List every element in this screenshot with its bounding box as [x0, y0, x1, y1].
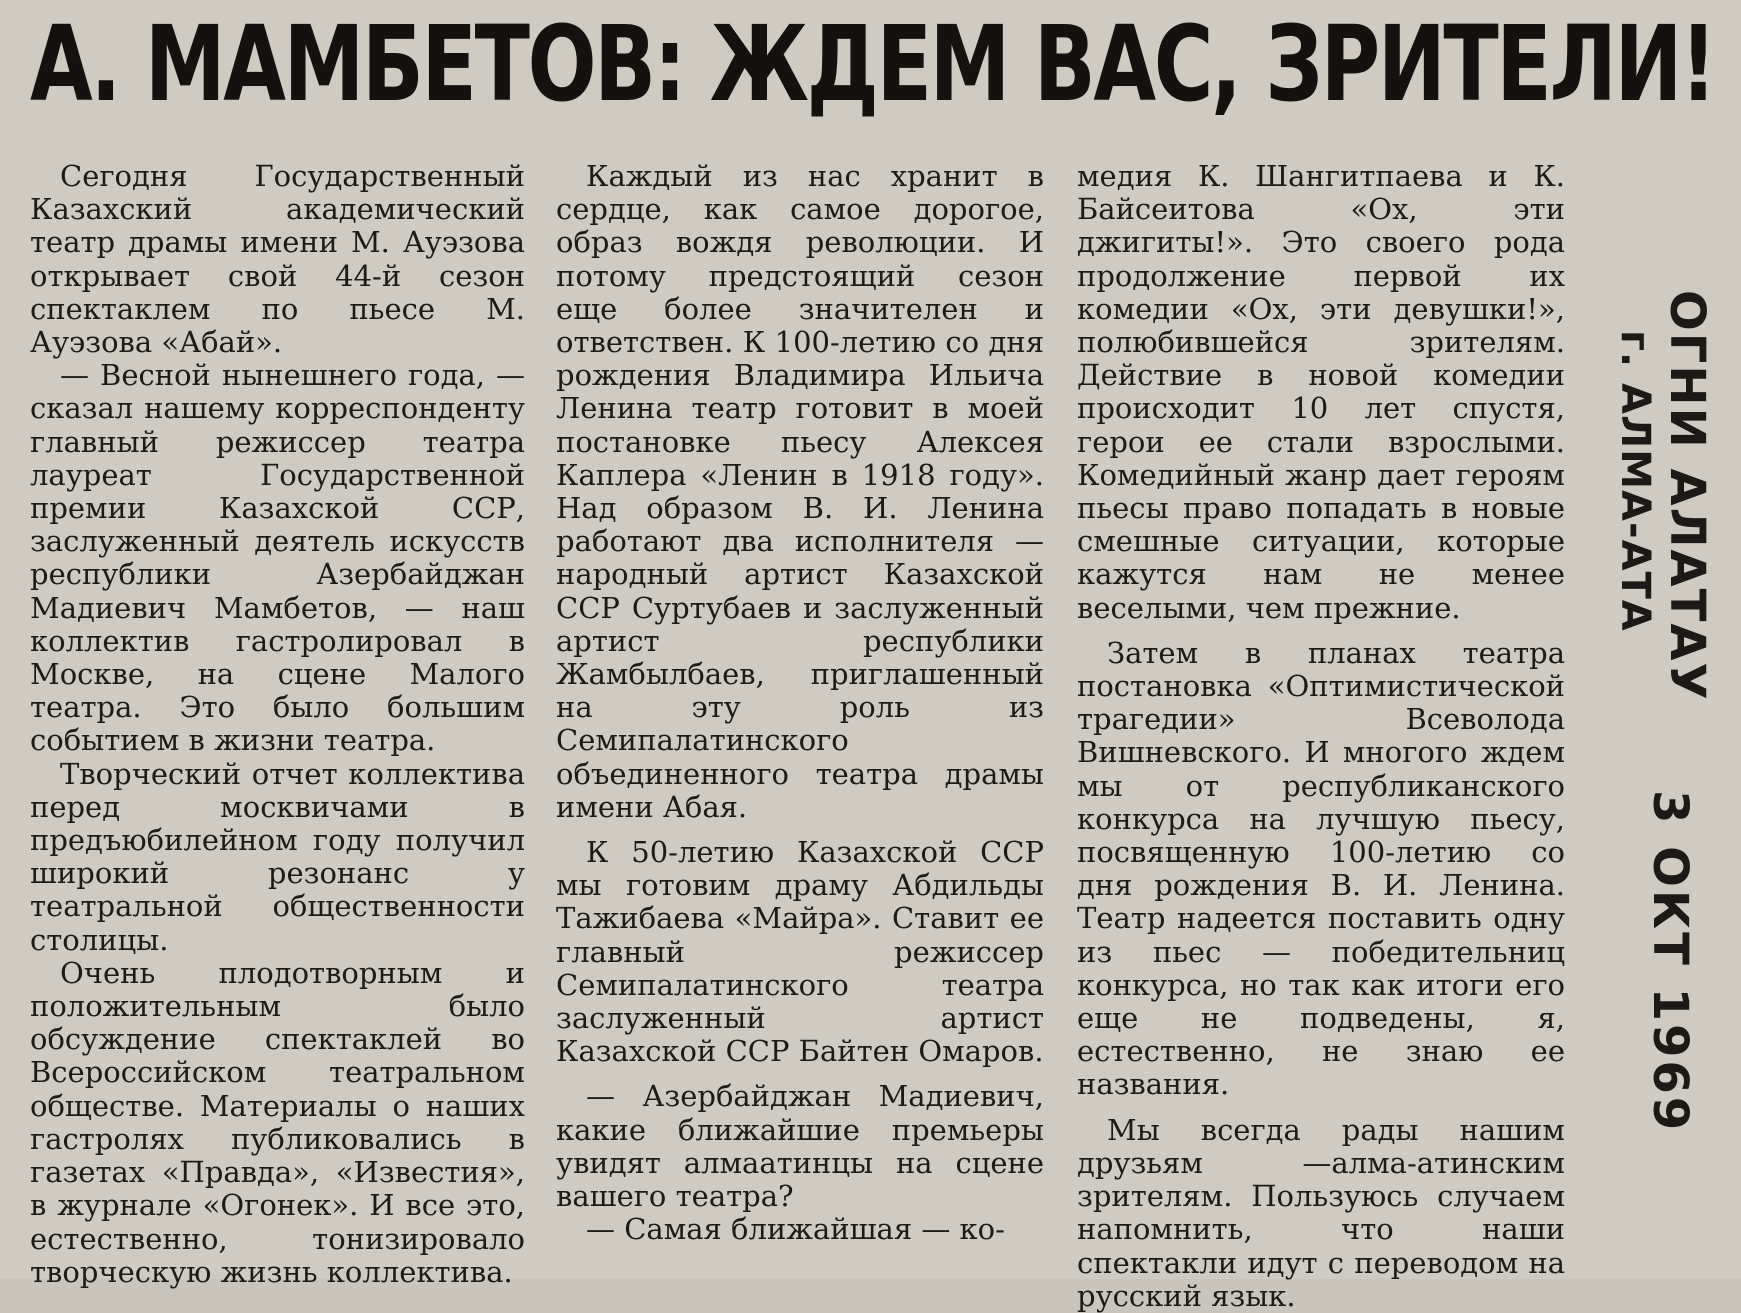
source-stamp [1580, 290, 1740, 1170]
paragraph: — Самая ближайшая — ко- [586, 1212, 1005, 1247]
paragraph: — Весной нынешнего года, — сказал нашему корреспонденту главный режиссер театра лауреат Государственной премии Казахской ССР, заслуженный деятель искусств республики Азербайджан Мадиевич Мамбетов, — наш коллектив гастролировал в Москве, на сцене Малого театра. Это было большим событием в жизни театра. [30, 358, 525, 758]
stamp-newspaper-name: ОГНИ АЛАТАУ [1659, 290, 1715, 702]
paragraph: Творческий отчет коллектива перед москвичами в предъюбилейном году получил широкий резонанс у театральной общественности столицы. [30, 756, 525, 957]
stamp-city: г. АЛМА-АТА [1612, 330, 1658, 632]
article-headline: А. МАМБЕТОВ: ЖДЕМ ВАС, ЗРИТЕЛИ! [30, 3, 1715, 125]
paragraph: — Азербайджан Мадиевич, какие ближайшие премьеры увидят алмаатинцы на сцене вашего театра? [556, 1079, 1044, 1214]
paragraph: Сегодня Государственный Казахский академический театр драмы имени М. Ауэзова открывает свой 44-й сезон спектаклем по пьесе М. Ауэзова «Абай». [30, 159, 525, 360]
article-column-3 [1077, 159, 1565, 1313]
paragraph: Мы всегда рады нашим друзьям —алма-атинским зрителям. Пользуюсь случаем напомнить, что наши спектакли идут с переводом на русский язык. [1077, 1112, 1565, 1313]
paragraph: Затем в планах театра постановка «Оптимистической трагедии» Всеволода Вишневского. И многого ждем мы от республиканского конкурса на лучшую пьесу, посвященную 100-летию со дня рождения В. И. Ленина. Театр надеется поставить одну из пьес — победительниц конкурса, но так как итоги его еще не подведены, я, естественно, не знаю ее названия. [1077, 635, 1565, 1102]
paragraph: Очень плодотворным и положительным было обсуждение спектаклей во Всероссийском театральном обществе. Материалы о наших гастролях публиковались в газетах «Правда», «Известия», в журнале «Огонек». И все это, естественно, тонизировало творческую жизнь коллектива. [30, 955, 525, 1289]
paragraph: медия К. Шангитпаева и К. Байсеитова «Ох, эти джигиты!». Это своего рода продолжение первой их комедии «Ох, эти девушки!», полюбившейся зрителям. Действие в новой комедии происходит 10 лет спустя, герои ее стали взрослыми. Комедийный жанр дает героям пьесы право попадать в новые смешные ситуации, которые кажутся нам не менее веселыми, чем прежние. [1077, 159, 1565, 625]
paragraph: Каждый из нас хранит в сердце, как самое дорогое, образ вождя революции. И потому предстоящий сезон еще более значителен и ответствен. К 100-летию со дня рождения Владимира Ильича Ленина театр готовит в моей постановке пьесу Алексея Каплера «Ленин в 1918 году». Над образом В. И. Ленина работают два исполнителя — народный артист Казахской ССР Суртубаев и заслуженный артист республики Жамбылбаев, приглашенный на эту роль из Семипалатинского объединенного театра драмы имени Абая. [556, 159, 1044, 824]
paragraph: К 50-летию Казахской ССР мы готовим драму Абдильды Тажибаева «Майра». Ставит ее главный режиссер Семипалатинского театра заслуженный артист Казахской ССР Байтен Омаров. [556, 835, 1044, 1069]
article-column-2 [556, 160, 1044, 1260]
stamp-date: 3 ОКТ 1969 [1642, 790, 1698, 1134]
article-column-1 [30, 159, 525, 1289]
